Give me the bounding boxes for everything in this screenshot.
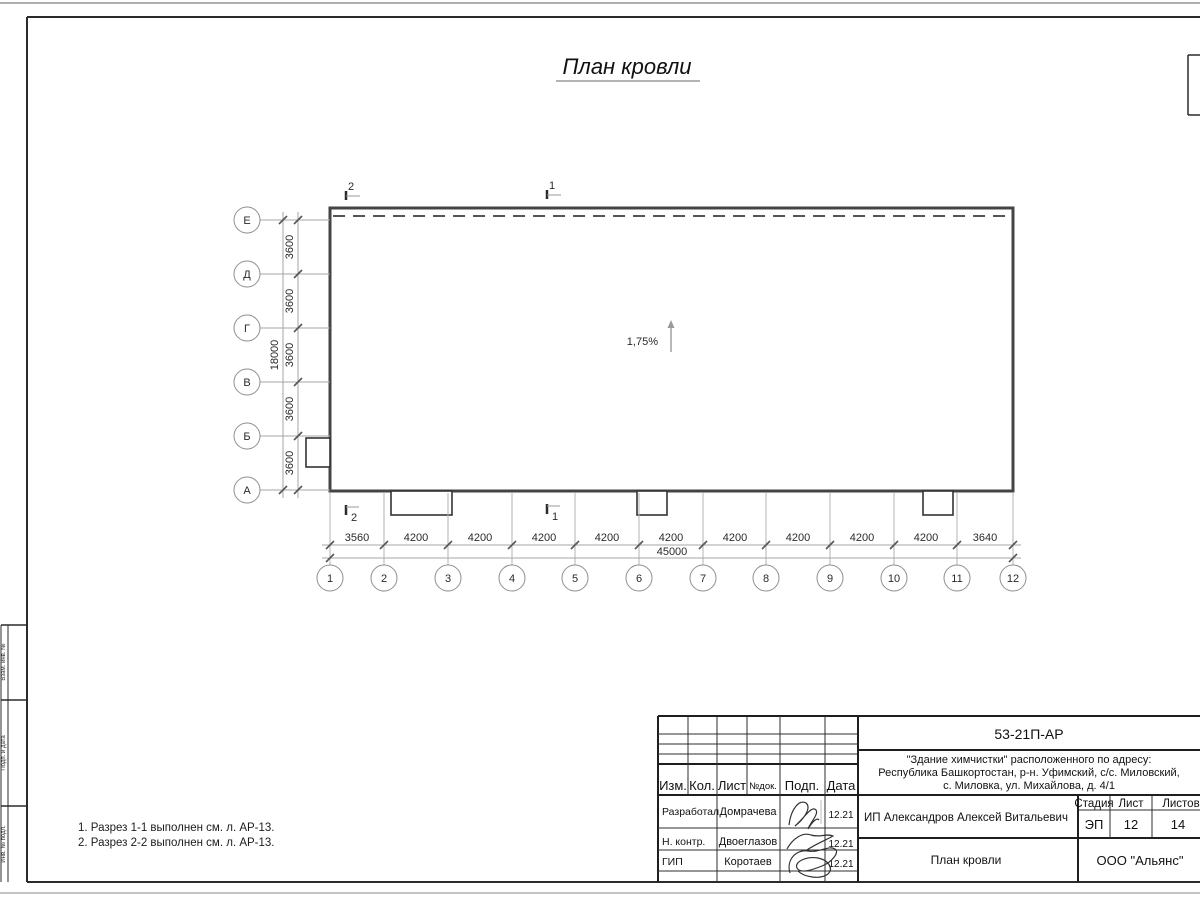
col-header-kol: Кол. xyxy=(689,778,715,793)
canopy-bottom-2 xyxy=(637,491,667,515)
axis-number: 11 xyxy=(951,573,963,585)
stage-value: ЭП xyxy=(1084,817,1104,832)
project-address-line: с. Миловка, ул. Михайлова, д. 4/1 xyxy=(943,780,1115,792)
margin-box-label: Инв. № подл. xyxy=(1,825,7,863)
page-title-text: План кровли xyxy=(562,54,692,79)
col-header-data: Дата xyxy=(826,778,856,793)
axis-number: 5 xyxy=(571,573,579,585)
doc-number: 53-21П-АР xyxy=(994,726,1064,742)
dim-segment: 4200 xyxy=(531,532,557,544)
dim-3600: 3600 xyxy=(284,342,296,368)
axis-number: 12 xyxy=(1006,573,1020,585)
signature-icon xyxy=(787,834,833,850)
section-mark-label: 2 xyxy=(347,181,355,193)
sheet-header: Лист xyxy=(1118,798,1144,810)
notes xyxy=(78,822,275,849)
dim-segment: 3640 xyxy=(972,532,998,544)
axis-number: 8 xyxy=(762,573,770,585)
col-header-podp: Подп. xyxy=(784,778,820,793)
col-header-list: Лист xyxy=(717,778,747,793)
title-block xyxy=(658,716,1200,882)
axis-number: 9 xyxy=(826,573,834,585)
axis-number: 4 xyxy=(508,573,516,585)
dim-segment: 4200 xyxy=(658,532,684,544)
sheets-value: 14 xyxy=(1170,817,1186,832)
axis-letter: Д xyxy=(243,269,251,281)
axis-letter: Г xyxy=(244,323,250,335)
slope-annotation xyxy=(627,320,675,352)
role-label: Разработал xyxy=(662,806,720,818)
organization-name: ООО "Альянс" xyxy=(1096,853,1184,868)
role-date: 12.21 xyxy=(828,839,854,850)
axis-letter: А xyxy=(243,485,251,497)
sheets-header: Листов xyxy=(1162,798,1200,810)
axis-number: 2 xyxy=(380,573,388,585)
canopy-bottom-3 xyxy=(923,491,953,515)
wall-protrusion-left xyxy=(306,438,330,467)
stage-header: Стадия xyxy=(1074,798,1114,810)
sheet-value: 12 xyxy=(1123,817,1139,832)
horizontal-axis-markers xyxy=(317,565,1026,591)
building-outline xyxy=(306,208,1013,515)
dim-segment: 4200 xyxy=(722,532,748,544)
role-date: 12.21 xyxy=(828,859,854,870)
role-name: Двоеглазов xyxy=(718,836,778,848)
role-date: 12.21 xyxy=(828,810,854,821)
axis-number: 7 xyxy=(699,573,707,585)
margin-box-label: Взам. инв. № xyxy=(1,643,7,681)
section-mark-1-top xyxy=(547,180,561,199)
slope-arrow-icon xyxy=(668,320,675,352)
vertical-axis-markers xyxy=(234,207,260,503)
dim-18000-total: 18000 xyxy=(269,339,281,371)
role-name: Домрачева xyxy=(719,806,777,818)
section-mark-2-top xyxy=(346,181,360,200)
slope-label: 1,75% xyxy=(626,336,658,348)
margin-stamp-boxes xyxy=(0,625,27,882)
dim-3600: 3600 xyxy=(284,450,296,476)
axis-number: 10 xyxy=(887,573,901,585)
dim-segment: 4200 xyxy=(785,532,811,544)
col-header-ndok: №док. xyxy=(749,781,777,792)
dim-segment: 4200 xyxy=(594,532,620,544)
page-title xyxy=(556,54,700,81)
signature-icon xyxy=(789,848,836,877)
dim-segment: 4200 xyxy=(913,532,939,544)
role-name: Коротаев xyxy=(724,856,772,868)
dim-segment: 4200 xyxy=(849,532,875,544)
dim-total: 45000 xyxy=(656,546,688,558)
project-address-line: "Здание химчистки" расположенного по адресу: xyxy=(906,754,1152,766)
section-mark-1-bottom xyxy=(547,504,560,523)
margin-box-label: Подп. и дата xyxy=(1,735,7,771)
project-address-line: Республика Башкортостан, р-н. Уфимский, с/с. Миловский, xyxy=(878,767,1180,779)
axis-number: 3 xyxy=(444,573,452,585)
drawing-name: План кровли xyxy=(930,853,1002,867)
section-mark-label: 2 xyxy=(350,512,358,524)
sheet-frame xyxy=(27,17,1200,882)
dim-segment: 4200 xyxy=(403,532,429,544)
client-name: ИП Александров Алексей Витальевич xyxy=(864,812,1068,824)
dim-segment: 3560 xyxy=(344,532,370,544)
dim-3600: 3600 xyxy=(284,288,296,314)
axis-number: 6 xyxy=(635,573,643,585)
canopy-bottom-1 xyxy=(391,491,452,515)
role-label: ГИП xyxy=(662,856,683,868)
dim-segment: 4200 xyxy=(467,532,493,544)
note-line: 2. Разрез 2-2 выполнен см. л. АР-13. xyxy=(78,837,275,849)
role-label: Н. контр. xyxy=(662,836,706,848)
col-header-izm: Изм. xyxy=(659,778,687,793)
section-mark-label: 1 xyxy=(551,511,559,523)
section-mark-label: 1 xyxy=(548,180,556,192)
dim-3600: 3600 xyxy=(284,234,296,260)
axis-letter: Е xyxy=(243,215,251,227)
dim-3600: 3600 xyxy=(284,396,296,422)
axis-number: 1 xyxy=(326,573,334,585)
signature-icon xyxy=(789,802,819,829)
section-mark-2-bottom xyxy=(346,505,359,524)
axis-letter: Б xyxy=(243,431,251,443)
note-line: 1. Разрез 1-1 выполнен см. л. АР-13. xyxy=(78,822,275,834)
axis-letter: В xyxy=(243,377,251,389)
